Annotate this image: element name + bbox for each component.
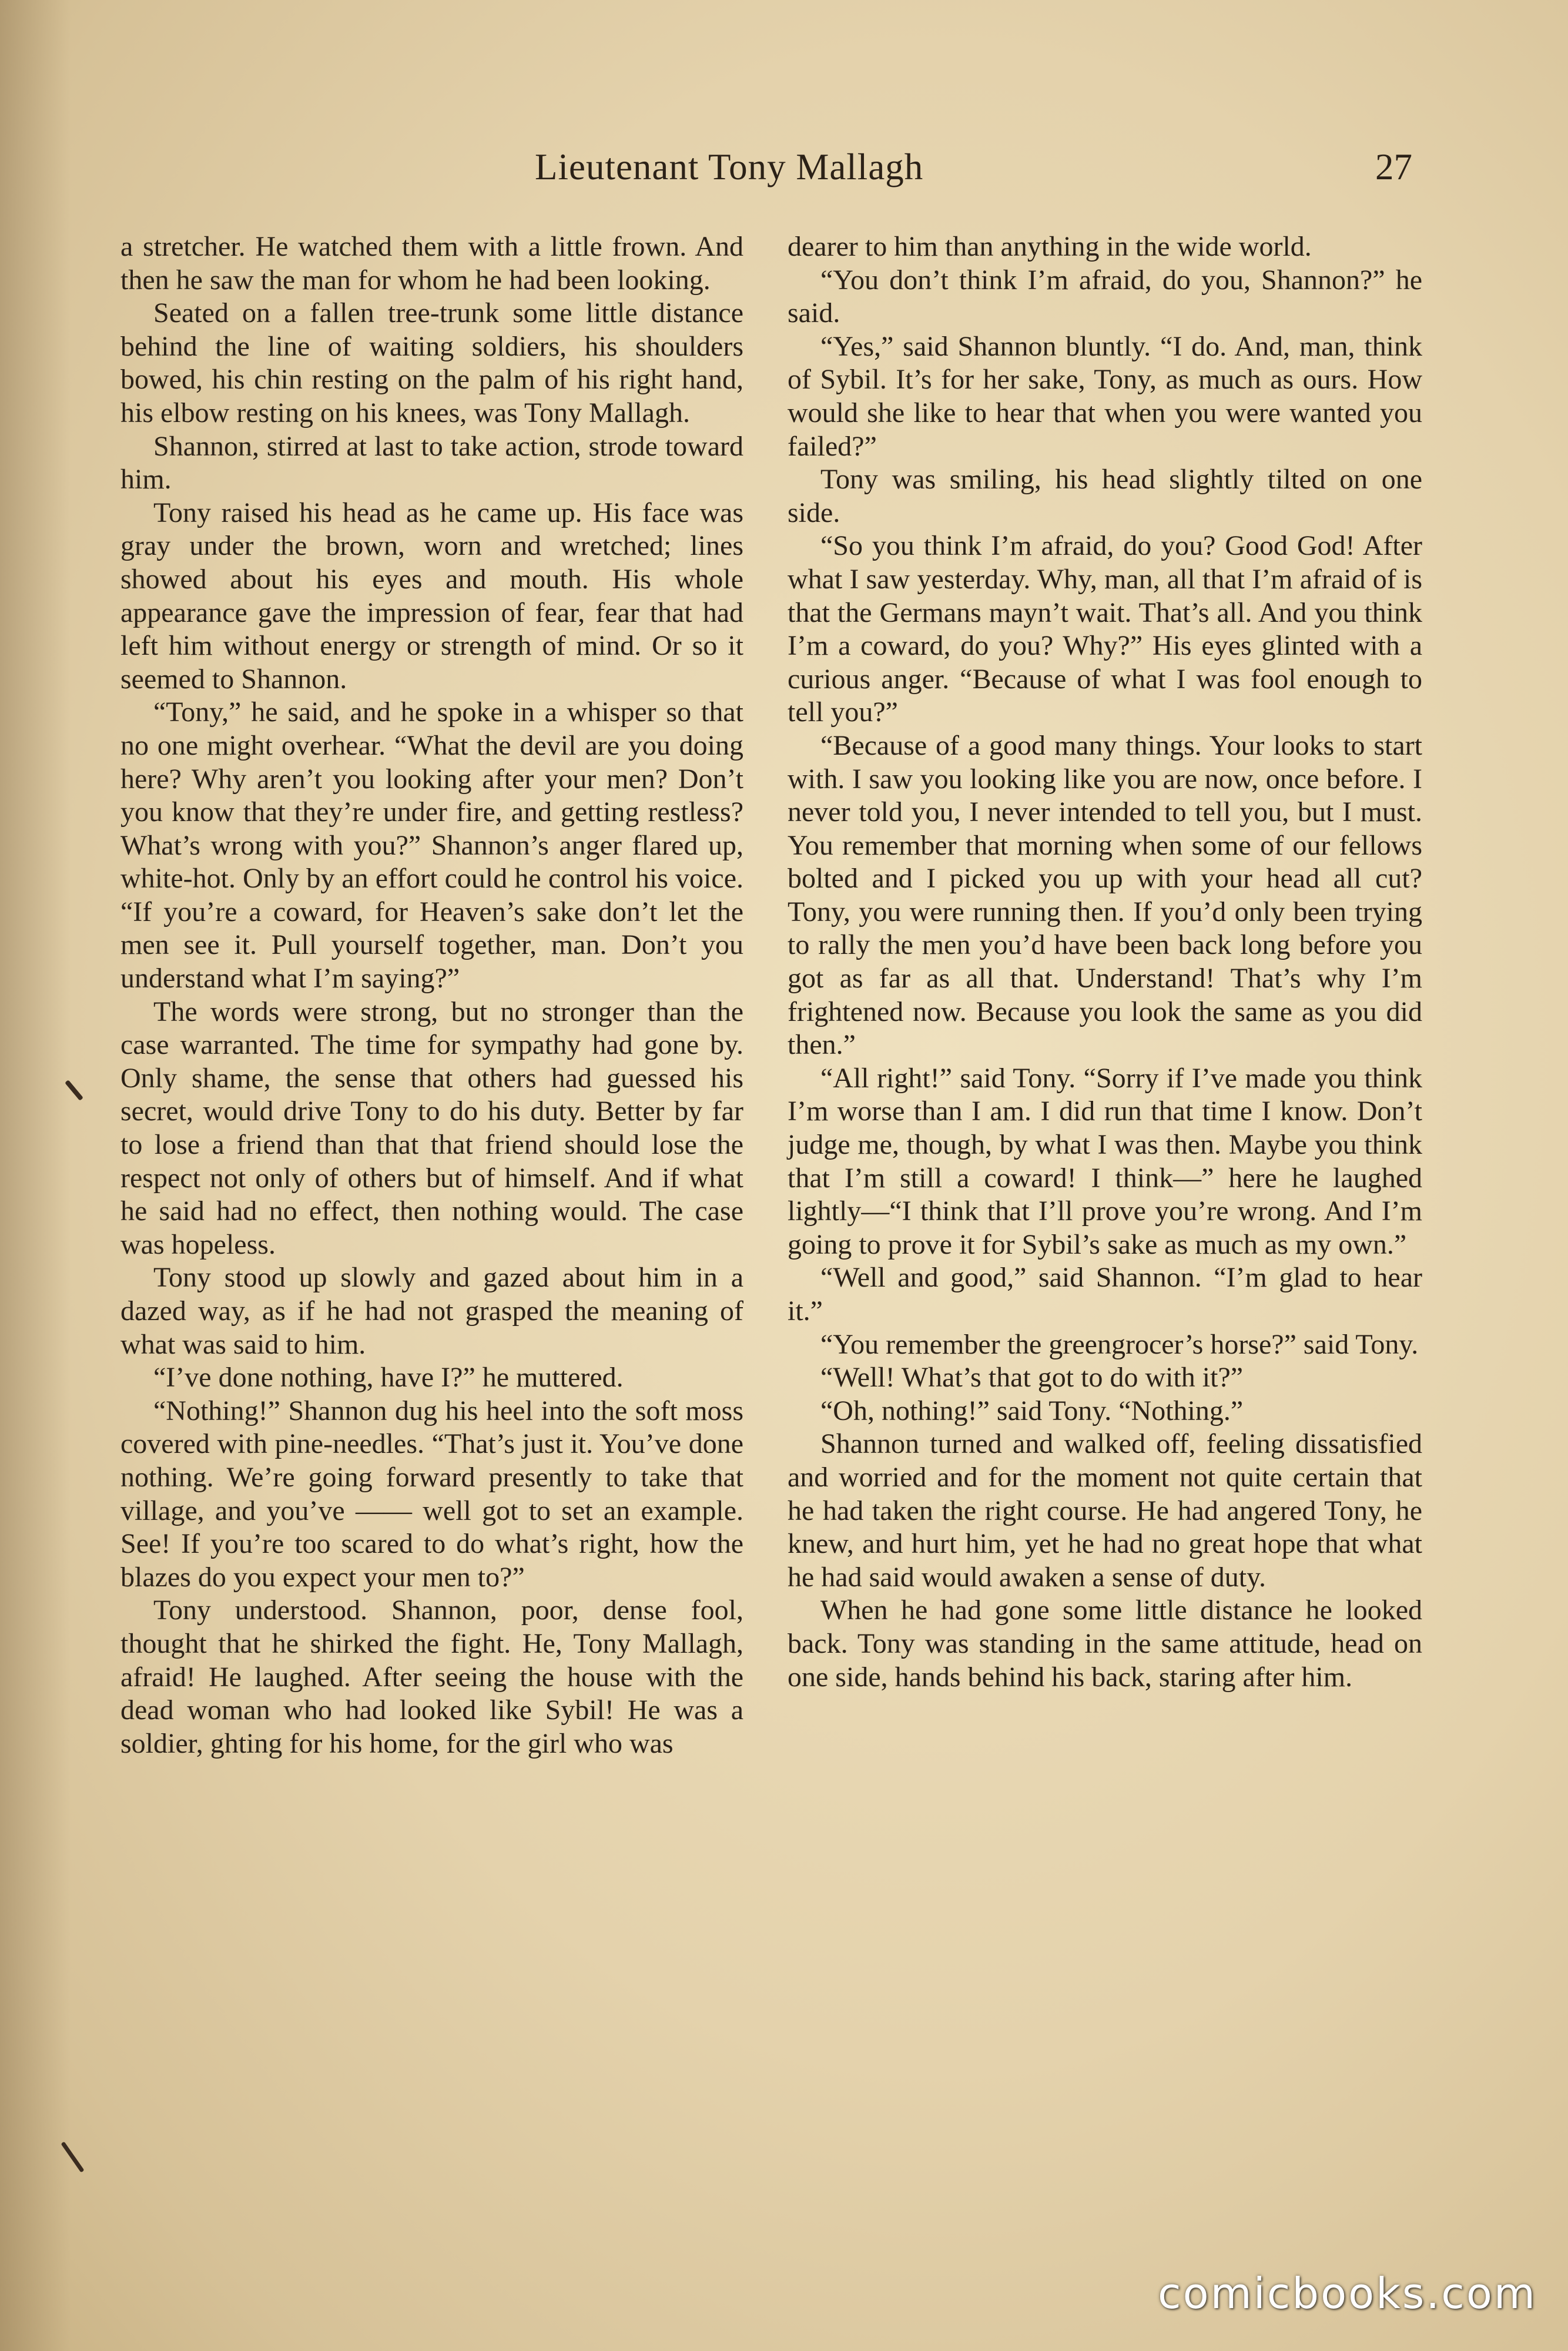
watermark-text: comicbooks.com [1158, 2269, 1537, 2318]
page-edge-shadow [0, 0, 71, 2351]
paragraph: “Yes,” said Shannon bluntly. “I do. And, man, think of Sybil. It’s for her sake, Tony, as much as ours. How would she like to hear that when you were wanted you failed?” [788, 330, 1422, 462]
paragraph: “You don’t think I’m afraid, do you, Shannon?” he said. [788, 264, 1422, 329]
paragraph: Tony was smiling, his head slightly tilted on one side. [788, 464, 1422, 528]
paragraph: “Well! What’s that got to do with it?” [820, 1362, 1244, 1394]
left-column [120, 230, 743, 1760]
paragraph: “Oh, nothing!” said Tony. “Nothing.” [820, 1395, 1244, 1426]
paragraph: “Because of a good many things. Your looks to start with. I saw you looking like you are now, once before. I never told you, I never intended to tell you, but I must. You remember that morning when some of our fellows bolted and I picked you up with your head all cut? Tony, you were running then. If you’d only been trying to rally the men you’d have been back long before you got as far as all that. Understand! That’s why I’m frightened now. Because you look the same as you did then.” [788, 729, 1422, 1061]
paragraph: Shannon turned and walked off, feeling dissatisfied and worried and for the moment not quite certain that he had taken the right course. He had angered Tony, he knew, and hurt him, yet he had no great hope that what he had said would awaken a sense of duty. [788, 1428, 1422, 1593]
paragraph: “All right!” said Tony. “Sorry if I’ve made you think I’m worse than I am. I did run that time I know. Don’t judge me, though, by what I was then. Maybe you think that I’m still a coward! I think—” here he laughed lightly—“I think that I’ll prove you’re wrong. And I’m going to prove it for Sybil’s sake as much as my own.” [788, 1062, 1422, 1260]
paragraph: “Nothing!” Shannon dug his heel into the soft moss covered with pine-needles. “That’s just it. You’ve done nothing. We’re going forward presently to take that village, and you’ve —— well got to set an example. See! If you’re too scared to do what’s right, how the blazes do you expect your men to?” [120, 1395, 743, 1593]
paragraph: “Tony,” he said, and he spoke in a whisper so that no one might overhear. “What the devil are you doing here? Why aren’t you looking after your men? Don’t you know that they’re under fire, and getting restless? What’s wrong with you?” Shannon’s anger flared up, white-hot. Only by an effort could he control his voice. “If you’re a coward, for Heaven’s sake don’t let the men see it. Pull yourself together, man. Don’t you understand what I’m saying?” [120, 696, 743, 994]
paragraph: Tony raised his head as he came up. His face was gray under the brown, worn and wretched; lines showed about his eyes and mouth. His whole appearance gave the impression of fear, fear that had left him without energy or strength of mind. Or so it seemed to Shannon. [120, 497, 743, 695]
paragraph: The words were strong, but no stronger than the case warranted. The time for sympathy had gone by. Only shame, the sense that others had guessed his secret, would drive Tony to do his duty. Better by far to lose a friend than that that friend should lose the respect not only of others but of himself. And if what he said had no effect, then nothing would. The case was hopeless. [120, 996, 743, 1260]
paragraph: a stretcher. He watched them with a little frown. And then he saw the man for whom he had been looking. [120, 231, 743, 296]
paragraph: Seated on a fallen tree-trunk some little distance behind the line of waiting soldiers, his shoulders bowed, his chin resting on the palm of his right hand, his elbow resting on his knees, was Tony Mallagh. [120, 297, 743, 428]
page-number: 27 [1375, 146, 1412, 187]
paragraph: Tony stood up slowly and gazed about him in a dazed way, as if he had not grasped the meaning of what was said to him. [120, 1262, 743, 1360]
running-title: Lieutenant Tony Mallagh [535, 146, 924, 187]
paragraph: “Well and good,” said Shannon. “I’m glad to hear it.” [788, 1262, 1422, 1327]
paragraph: dearer to him than anything in the wide world. [788, 231, 1312, 262]
paragraph: “I’ve done nothing, have I?” he muttered. [153, 1362, 624, 1394]
paragraph: “You remember the greengrocer’s horse?” said Tony. [820, 1328, 1419, 1360]
page-header [0, 146, 1568, 199]
right-column [788, 230, 1422, 1694]
paragraph: Shannon, stirred at last to take action, strode toward him. [120, 430, 743, 495]
paragraph: When he had gone some little distance he looked back. Tony was standing in the same attitude, head on one side, hands behind his back, staring after him. [788, 1595, 1422, 1693]
paragraph: Tony understood. Shannon, poor, dense fool, thought that he shirked the fight. He, Tony Mallagh, afraid! He laughed. After seeing the house with the dead woman who had looked like Sybil! He was a soldier, ghting for his home, for the girl who was [120, 1595, 743, 1759]
paragraph: “So you think I’m afraid, do you? Good God! After what I saw yesterday. Why, man, all that I’m afraid of is that the Germans mayn’t wait. That’s all. And you think I’m a coward, do you? Why?” His eyes glinted with a curious anger. “Because of what I was fool enough to tell you?” [788, 530, 1422, 728]
